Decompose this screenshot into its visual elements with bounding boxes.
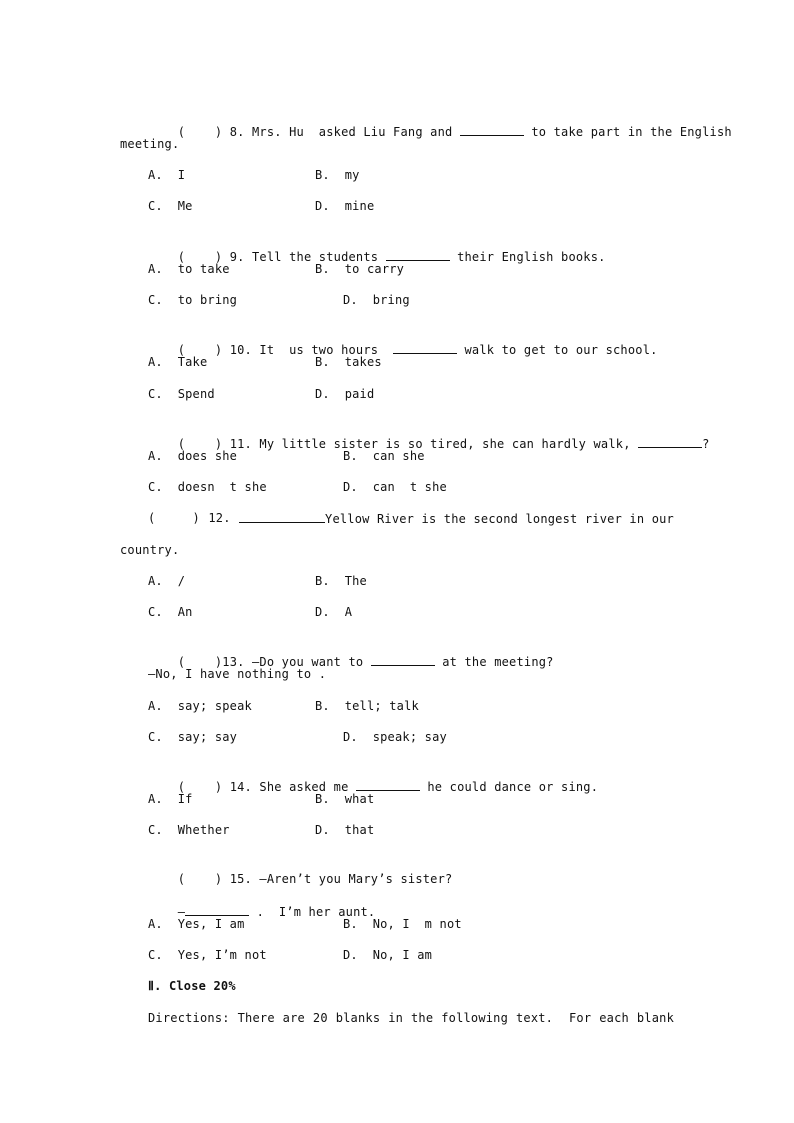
option-a: A. / [148,574,186,588]
question-8-stem-end: to take part in the English [531,125,732,139]
answer-paren[interactable]: ( ) [148,511,200,525]
option-b: B. can she [343,449,425,463]
question-12-stem: Yellow River is the second longest river in our [325,512,674,526]
answer-blank [393,340,457,354]
section-heading: Ⅱ. Close 20% [148,979,236,993]
question-8 [148,104,732,139]
option-a: A. I [148,168,186,182]
question-15-reply [148,884,376,919]
option-c: C. Spend [148,387,215,401]
question-13 [148,634,554,669]
question-11-stem: 11. My little sister is so tired, she can hardly walk, [229,437,631,451]
question-14 [148,759,599,794]
option-a: A. say; speak [148,699,252,713]
option-b: B. what [315,792,375,806]
question-11 [148,416,710,451]
answer-blank [371,652,435,666]
answer-paren[interactable]: ( ) [177,655,223,669]
option-d: D. speak; say [343,730,447,744]
option-d: D. bring [343,293,410,307]
question-13-stem: 13. —Do you want to [222,655,364,669]
reply-dash: — [177,905,186,919]
answer-paren[interactable]: ( ) [177,250,223,264]
option-a: A. does she [148,449,238,463]
option-c: C. say; say [148,730,238,744]
answer-blank [185,902,249,916]
option-b: B. my [315,168,360,182]
option-d: D. can t she [343,480,447,494]
question-9 [148,229,606,264]
option-c: C. to bring [148,293,238,307]
question-11-stem-end: ? [702,437,710,451]
option-c: C. doesn t she [148,480,267,494]
question-12-number: 12. [208,511,231,525]
question-10-stem: 10. It us two hours [229,343,379,357]
answer-blank [638,434,702,448]
question-13-reply: —No, I have nothing to . [148,667,327,681]
option-d: D. No, I am [343,948,433,962]
answer-paren[interactable]: ( ) [177,343,223,357]
option-d: D. A [315,605,353,619]
question-10 [148,322,658,357]
option-d: D. that [315,823,375,837]
option-c: C. Yes, I’m not [148,948,267,962]
option-c: C. An [148,605,193,619]
option-b: B. The [315,574,367,588]
question-13-stem-end: at the meeting? [442,655,554,669]
question-14-stem: 14. She asked me [229,780,349,794]
reply-text: . I’m her aunt. [249,905,376,919]
option-b: B. No, I m not [343,917,462,931]
answer-paren[interactable]: ( ) [177,437,223,451]
option-d: D. paid [315,387,375,401]
answer-blank [356,777,420,791]
question-12 [148,509,674,527]
question-9-stem: 9. Tell the students [229,250,379,264]
option-c: C. Whether [148,823,230,837]
option-d: D. mine [315,199,375,213]
answer-paren[interactable]: ( ) [177,872,223,886]
question-9-stem-end: their English books. [457,250,606,264]
question-15 [148,852,453,886]
answer-paren[interactable]: ( ) [177,780,223,794]
option-c: C. Me [148,199,193,213]
question-15-stem: 15. —Aren’t you Mary’s sister? [229,872,453,886]
option-a: A. If [148,792,193,806]
answer-paren[interactable]: ( ) [177,125,223,139]
option-b: B. to carry [315,262,405,276]
option-a: A. Take [148,355,208,369]
section-directions: Directions: There are 20 blanks in the following text. For each blank [148,1011,674,1025]
question-14-stem-end: he could dance or sing. [427,780,599,794]
question-12-continuation: country. [120,543,180,557]
answer-blank [386,247,450,261]
option-a: A. to take [148,262,230,276]
option-b: B. takes [315,355,382,369]
question-10-stem-end: walk to get to our school. [464,343,658,357]
answer-blank [239,509,325,523]
option-b: B. tell; talk [315,699,419,713]
answer-blank [460,122,524,136]
question-8-stem: 8. Mrs. Hu asked Liu Fang and [229,125,453,139]
question-8-continuation: meeting. [120,137,180,151]
option-a: A. Yes, I am [148,917,245,931]
